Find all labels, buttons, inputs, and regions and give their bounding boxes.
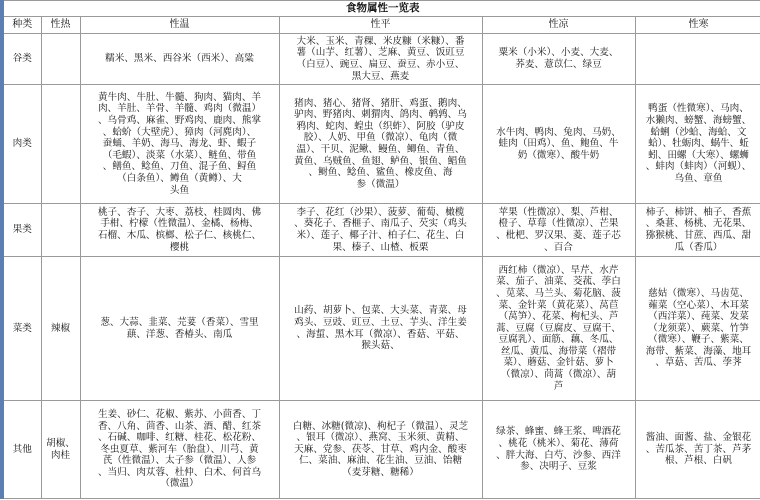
hot-cell [41, 34, 80, 85]
warm-cell: 黄牛肉、牛肚、牛髓、狗肉、猫肉、羊 肉、羊肚、羊骨、羊髓、鸡肉（微温） 、乌骨鸡、麻雀、野鸡肉、鹿肉、熊掌 、蛤蚧（大壁虎）、獐肉（河麂肉）、 蚕蛹、羊奶、海马、海龙、虾、蝦子 （毛蝦）、淡菜（水菜）、鲢鱼、带鱼 、鳝鱼、鲶鱼、刀鱼、混子鱼、鲟鱼 （白条鱼）、鳟鱼（黄鳟）、大 头鱼 [80, 85, 279, 204]
table-row-fruit [2, 204, 760, 257]
cool-cell: 绿茶、蜂蜜、蜂王浆、啤酒花 、桃花（桃米）、菊花、薄荷 、胖大海、白芍、沙参、西洋 参、决明子、豆浆 [482, 401, 635, 499]
table-row-grain [2, 34, 760, 85]
cool-cell: 苹果（性微凉）、梨、芦柑、 橙子、草莓（性微凉）、芒果 、枇杷、罗汉果、菱、莲子芯 、百合 [482, 204, 635, 257]
cold-cell: 柿子、柿饼、柚子、香蕉 、桑葚、杨桃、无花果、 猕猴桃、甘蔗、西瓜、甜 瓜（香瓜） [635, 204, 760, 257]
hot-cell [41, 204, 80, 257]
header-category: 种类 [2, 17, 41, 34]
header-row [2, 17, 760, 34]
table-row-meat [2, 85, 760, 204]
neutral-cell: 猪肉、猪心、猪肾、猪肝、鸡蛋、鹅肉、 驴肉、野猪肉、刺猬肉、鸽肉、鹌鹑、乌 鸦肉、蛇肉、蝗虫（织蚱）、阿胶（驴皮 胶）、人奶、甲鱼（微凉）、龟肉（微 温）、干贝、泥鳅、鳗鱼、鲫鱼、青鱼、 黄鱼、乌贼鱼、鱼翅、鲈鱼、银鱼、鲳鱼 、鲥鱼、鲶鱼、鲨鱼、橡皮鱼、海 参（微温） [279, 85, 482, 204]
cold-cell: 酱油、面酱、盐、金银花 、苦瓜茶、苦丁茶、芦茅 根、芦根、白矾 [635, 401, 760, 499]
hot-cell [41, 85, 80, 204]
cold-cell: 慈姑（微寒）、马齿苋、 蕹菜（空心菜）、木耳菜 （西洋菜）、莼菜、发菜 （龙须菜）、蕨菜、竹笋 （微寒）、鞭子、紫菜、 海带、紫菜、海藻、地耳 、草菇、苦瓜、荸荠 [635, 257, 760, 401]
category-cell: 果类 [2, 204, 41, 257]
neutral-cell: 大米、玉米、青稞、米皮糠（米糠）、番 薯（山芋、红薯）、芝麻、黄豆、饭豇豆 （白豆）、豌豆、扁豆、蚕豆、赤小豆、 黑大豆、燕麦 [279, 34, 482, 85]
warm-cell: 生姜、砂仁、花椒、紫苏、小茴香、丁 香、八角、茴香、山茶、酒、醋、红茶 、石碱、咖啡、红糖、桂花、松花粉、 冬虫夏草、紫河车（胎盘）、川芎、黄 芪（性微温）、太子参（微温）、人参 、当归、肉苁蓉、杜仲、白术、何首乌 （微温） [80, 401, 279, 499]
header-cool: 性凉 [482, 17, 635, 34]
warm-cell: 葱、大蒜、韭菜、芫荽（香菜）、雪里 蕻、洋葱、香椿头、南瓜 [80, 257, 279, 401]
hot-cell: 胡椒、 肉桂 [41, 401, 80, 499]
neutral-cell: 白糖、冰糖(微凉)、枸杞子（微温）、灵芝 、银耳（微凉）、燕窝、玉米须、黄精、 天麻、党参、茯苓、甘草、鸡内金、酸枣 仁、菜油、麻油、花生油、豆油、饴糖 （麦芽糖、糖稀） [279, 401, 482, 499]
table-row-vegetables [2, 257, 760, 401]
cold-cell: 鸭蛋（性微寒）、马肉、 水獭肉、螃蟹、海螃蟹、 蛤蜊（沙蛤、海蛤、文 蛤）、牡蛎肉、蜗牛、蚯 蚓、田螺（大寒）、螺蛳 、蚌肉（蚌肉）（河蚬）、 乌鱼、章鱼 [635, 85, 760, 204]
warm-cell: 桃子、杏子、大枣、荔枝、桂圆肉、佛 手柑、柠檬（性微温）、金橘、杨梅、 石榴、木瓜、槟榔、松子仁、核桃仁、 樱桃 [80, 204, 279, 257]
hot-cell: 辣椒 [41, 257, 80, 401]
table-title: 食物属性一览表 [2, 1, 760, 17]
cold-cell [635, 34, 760, 85]
header-neutral: 性平 [279, 17, 482, 34]
category-cell: 谷类 [2, 34, 41, 85]
category-cell: 菜类 [2, 257, 41, 401]
neutral-cell: 山药、胡萝卜、包菜、大头菜、青菜、母 鸡头、豆豉、豇豆、土豆、芋头、洋生姜 、海蜇、黑木耳（微凉）、香菇、平菇、 猴头菇、 [279, 257, 482, 401]
category-cell: 肉类 [2, 85, 41, 204]
header-hot: 性热 [41, 17, 80, 34]
table-row-other [2, 401, 760, 499]
table-title-row [2, 1, 760, 17]
category-cell: 其他 [2, 401, 41, 499]
cool-cell: 粟米（小米）、小麦、大麦、 荞麦、薏苡仁、绿豆 [482, 34, 635, 85]
warm-cell: 糯米、黑米、西谷米（西米）、高粱 [80, 34, 279, 85]
cool-cell: 水牛肉、鸭肉、兔肉、马奶、 蛙肉（田鸡）、鱼、鲍鱼、牛 奶（微寒）、酸牛奶 [482, 85, 635, 204]
header-warm: 性温 [80, 17, 279, 34]
neutral-cell: 李子、花红（沙果）、菠萝、葡萄、橄榄 、葵花子、香榧子、南瓜子、芡实（鸡头 米）、莲子、椰子汁、柏子仁、花生、白 果、榛子、山楂、板栗 [279, 204, 482, 257]
cool-cell: 西红柿（微凉）、旱芹、水芹 菜、茄子、油菜、茭菰、荸白 、苋菜、马兰头、菊花脑、菠 菜、金针菜（黄花菜）、莴苣 （莴笋）、花菜、枸杞头、芦 蒿、豆腐（豆腐皮、豆腐干、 豆腐乳）、面筋、藕、冬瓜、 丝瓜、黄瓜、海带菜（褶带 菜）、蘑菇、金针菇、萝卜 （微凉）、茼蒿（微凉）、葫 芦 [482, 257, 635, 401]
header-cold: 性寒 [635, 17, 760, 34]
